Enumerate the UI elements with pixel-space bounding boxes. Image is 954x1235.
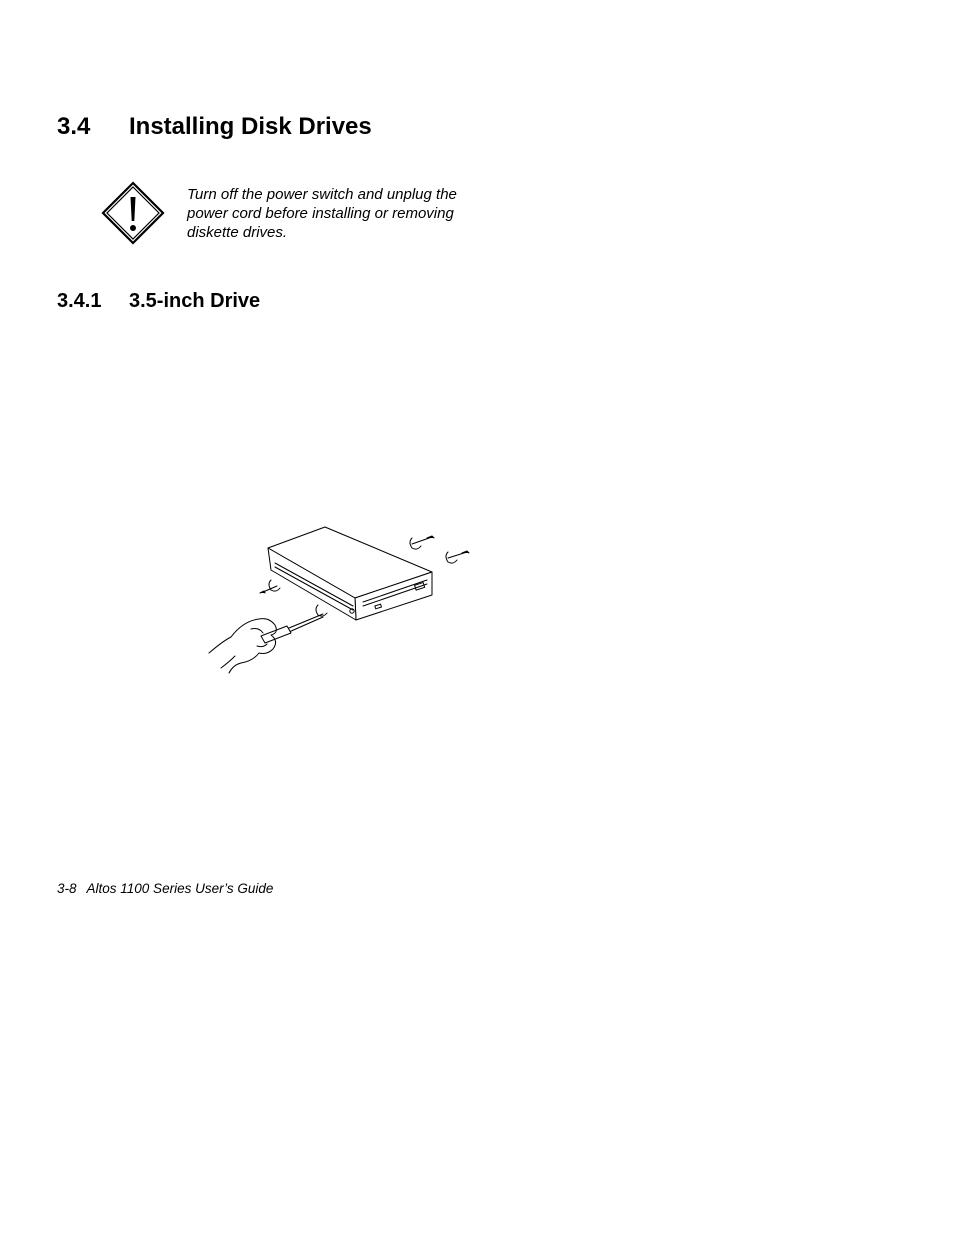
section-number: 3.4 [57, 113, 91, 140]
section-title: Installing Disk Drives [129, 113, 372, 140]
caution-note [187, 185, 487, 242]
screw [462, 551, 469, 553]
bracket-clip [446, 552, 457, 563]
caution-line: Turn off the power switch and unplug the [187, 186, 457, 203]
subsection-heading [57, 290, 260, 313]
screw [260, 591, 265, 593]
screwdriver-shaft [289, 614, 323, 628]
bracket-clip [269, 580, 280, 591]
guide-title: Altos 1100 Series User’s Guide [86, 881, 274, 896]
page-number: 3-8 [57, 881, 77, 896]
subsection-title: 3.5-inch Drive [129, 290, 261, 312]
drive-installation-illustration [205, 520, 475, 675]
caution-line: diskette drives. [187, 224, 288, 241]
section-heading [57, 113, 372, 141]
page-footer [57, 881, 273, 896]
screw [427, 536, 434, 538]
exclamation-diamond-icon [101, 181, 165, 245]
caution-line: power cord before installing or removing [187, 205, 454, 222]
subsection-number: 3.4.1 [57, 290, 102, 312]
hand [209, 619, 276, 673]
bracket-clip [410, 538, 421, 549]
